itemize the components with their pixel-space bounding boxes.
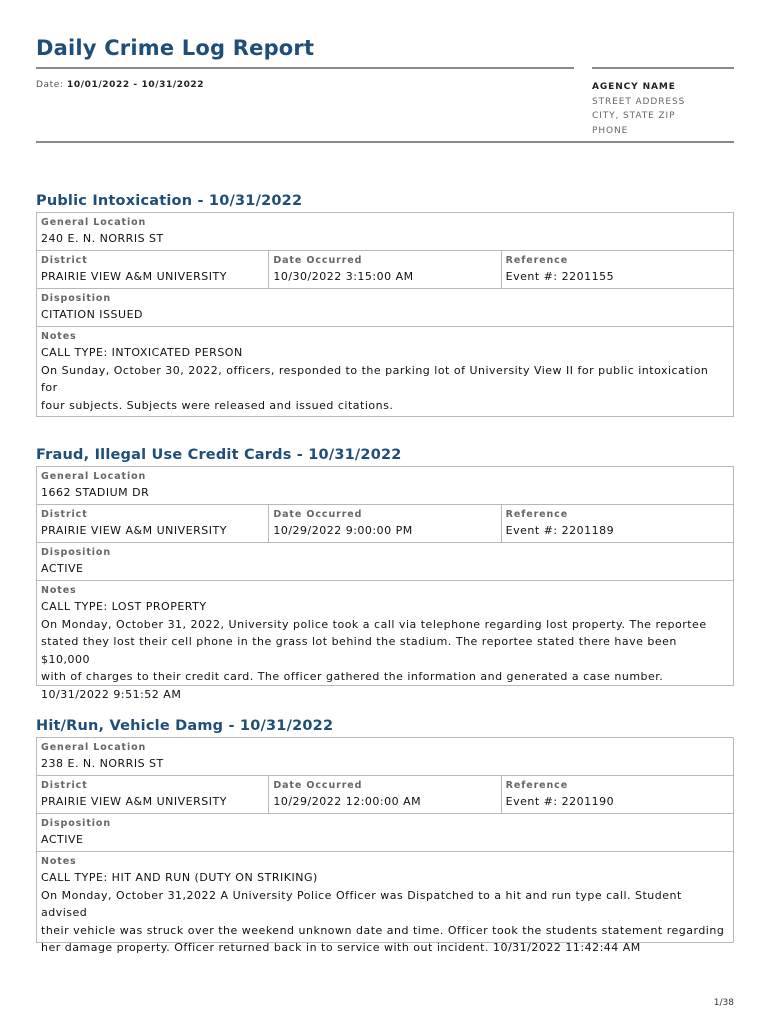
notes-line: CALL TYPE: HIT AND RUN (DUTY ON STRIKING) [41, 871, 318, 884]
date-occurred-value: 10/30/2022 3:15:00 AM [273, 270, 414, 283]
incident-title: Public Intoxication - 10/31/2022 [36, 193, 303, 209]
agency-street: STREET ADDRESS [592, 96, 686, 107]
district-value: PRAIRIE VIEW A&M UNIVERSITY [41, 270, 227, 283]
date-occurred-label: Date Occurred [273, 780, 363, 791]
notes-section [36, 327, 734, 417]
reference-label: Reference [505, 780, 569, 791]
report-date-range [36, 80, 204, 90]
general-location-label: General Location [41, 742, 147, 753]
date-label: Date: [36, 80, 68, 90]
agency-name: AGENCY NAME [592, 82, 676, 92]
notes-line: with of charges to their credit card. The officer gathered the information and generated a case number. [41, 670, 664, 683]
general-location-value: 238 E. N. NORRIS ST [41, 757, 164, 770]
notes-label: Notes [41, 856, 77, 867]
incident-record [36, 718, 734, 954]
date-occurred-value: 10/29/2022 12:00:00 AM [273, 795, 422, 808]
notes-label: Notes [41, 331, 77, 342]
reference-cell [502, 251, 733, 288]
disposition-value: ACTIVE [41, 833, 84, 846]
disposition-label: Disposition [41, 818, 112, 829]
notes-section [36, 581, 734, 701]
date-occurred-cell [269, 776, 501, 813]
disposition-section [36, 289, 734, 327]
general-location-section [36, 737, 734, 776]
date-occurred-value: 10/29/2022 9:00:00 PM [273, 524, 413, 537]
report-title: Daily Crime Log Report [36, 36, 315, 60]
notes-line: On Monday, October 31, 2022, University police took a call via telephone regarding lost property. The reportee [41, 617, 707, 631]
incident-title: Hit/Run, Vehicle Damg - 10/31/2022 [36, 718, 334, 734]
general-location-value: 240 E. N. NORRIS ST [41, 232, 164, 245]
disposition-value: ACTIVE [41, 562, 84, 575]
disposition-section [36, 814, 734, 852]
general-location-value: 1662 STADIUM DR [41, 486, 150, 499]
date-occurred-cell [269, 505, 501, 542]
date-occurred-label: Date Occurred [273, 255, 363, 266]
incident-title: Fraud, Illegal Use Credit Cards - 10/31/2022 [36, 447, 402, 463]
reference-value: Event #: 2201189 [505, 524, 615, 537]
notes-line: On Monday, October 31,2022 A University Police Officer was Dispatched to a hit and run type call. Student advised [41, 888, 682, 919]
notes-line: On Sunday, October 30, 2022, officers, responded to the parking lot of University View II for public intoxication for [41, 363, 709, 394]
notes-line: CALL TYPE: INTOXICATED PERSON [41, 346, 243, 359]
date-occurred-cell [269, 251, 501, 288]
disposition-value: CITATION ISSUED [41, 308, 143, 321]
agency-block [592, 80, 685, 138]
reference-label: Reference [505, 509, 569, 520]
title-divider [36, 67, 574, 69]
general-location-label: General Location [41, 471, 147, 482]
notes-line: 10/31/2022 9:51:52 AM [41, 687, 182, 701]
district-label: District [41, 255, 88, 266]
general-location-section [36, 466, 734, 505]
district-label: District [41, 780, 88, 791]
details-row [36, 251, 734, 289]
notes-line: their vehicle was struck over the weekend unknown date and time. Officer took the students statement regarding [41, 923, 725, 937]
agency-phone: PHONE [592, 125, 629, 136]
reference-value: Event #: 2201155 [505, 270, 615, 283]
date-value: 10/01/2022 - 10/31/2022 [67, 80, 205, 90]
agency-city: CITY, STATE ZIP [592, 111, 676, 121]
district-cell [37, 776, 269, 813]
agency-divider [592, 67, 734, 69]
notes-section [36, 852, 734, 954]
page-number: 1/38 [713, 998, 734, 1008]
notes-label: Notes [41, 585, 77, 596]
disposition-label: Disposition [41, 547, 112, 558]
notes-line: four subjects. Subjects were released and issued citations. [41, 398, 394, 412]
incident-record [36, 193, 734, 417]
district-label: District [41, 509, 88, 520]
reference-cell [502, 505, 733, 542]
district-value: PRAIRIE VIEW A&M UNIVERSITY [41, 795, 227, 808]
district-cell [37, 251, 269, 288]
general-location-label: General Location [41, 217, 147, 228]
disposition-section [36, 543, 734, 581]
incident-record [36, 447, 734, 701]
disposition-label: Disposition [41, 293, 112, 304]
date-occurred-label: Date Occurred [273, 509, 363, 520]
reference-cell [502, 776, 733, 813]
header-divider [36, 141, 734, 143]
reference-value: Event #: 2201190 [505, 795, 615, 808]
notes-line: her damage property. Officer returned back in to service with out incident. 10/31/2022 11:42:44 AM [41, 941, 641, 954]
reference-label: Reference [505, 255, 569, 266]
district-cell [37, 505, 269, 542]
notes-line: CALL TYPE: LOST PROPERTY [41, 600, 207, 613]
district-value: PRAIRIE VIEW A&M UNIVERSITY [41, 524, 227, 537]
details-row [36, 505, 734, 543]
details-row [36, 776, 734, 814]
general-location-section [36, 212, 734, 251]
notes-line: stated they lost their cell phone in the grass lot behind the stadium. The reportee stated there have been $10,000 [41, 635, 677, 666]
